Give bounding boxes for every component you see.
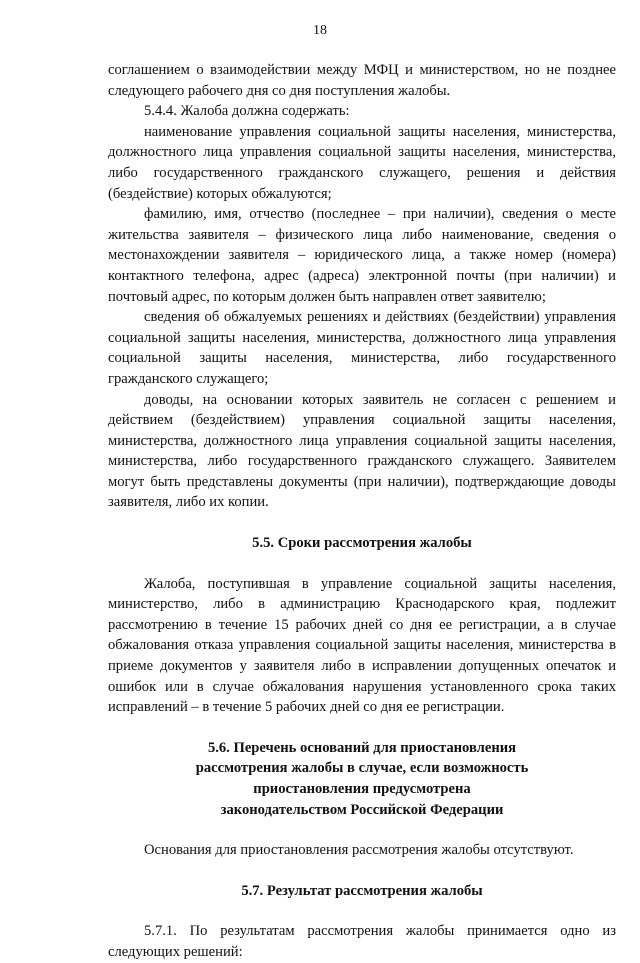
paragraph-complaint-item-3: сведения об обжалуемых решениях и действиях (бездействии) управления социальной защиты населения, министерства, должностного лица управления социальной защиты населения, министерства, либо государственного гражданского служащего; [108,309,616,387]
document-body [108,60,616,963]
heading-5-6-line-1: 5.6. Перечень оснований для приостановления [207,739,517,756]
paragraph-complaint-item-2: фамилию, имя, отчество (последнее – при наличии), сведения о месте жительства заявителя – физического лица либо наименование, сведения о местонахождении заявителя – юридического лица, а также номер (номера) контактного телефона, адрес (адреса) электронной почты (при наличии) и почтовый адрес, по которым должен быть направлен ответ заявителю; [108,206,616,305]
paragraph-5-6-body: Основания для приостановления рассмотрения жалобы отсутствуют. [144,842,574,859]
heading-5-7: 5.7. Результат рассмотрения жалобы [241,882,483,899]
heading-5-6 [108,738,616,820]
paragraph-complaint-item-1: наименование управления социальной защиты населения, министерства, должностного лица управления социальной защиты населения, министерства, либо государственного гражданского служащего, решения и действия (бездействие) которых обжалуются; [108,123,616,202]
paragraph-5-4-4: 5.4.4. Жалоба должна содержать: [144,103,350,120]
heading-5-6-line-4: законодательством Российской Федерации [220,801,504,818]
heading-5-5: 5.5. Сроки рассмотрения жалобы [252,535,472,552]
paragraph-5-7-1: 5.7.1. По результатам рассмотрения жалобы принимается одно из следующих решений: [108,923,616,960]
page-number: 18 [313,23,327,38]
heading-5-6-line-3: приостановления предусмотрена [253,781,471,797]
paragraph-continuation: соглашением о взаимодействии между МФЦ и министерством, но не позднее следующего рабочего дня со дня поступления жалобы. [108,62,616,99]
paragraph-complaint-item-4: доводы, на основании которых заявитель не согласен с решением и действием (бездействием) управления социальной защиты населения, министерства, должностного лица управления социальной защиты населения, министерства, либо государственного гражданского служащего. Заявителем могут быть представлены документы (при наличии), подтверждающие доводы заявителя, либо их копии. [108,391,616,511]
heading-5-6-line-2: рассмотрения жалобы в случае, если возможность [195,760,529,777]
paragraph-5-5-body: Жалоба, поступившая в управление социальной защиты населения, министерство, либо в администрацию Краснодарского края, подлежит рассмотрению в течение 15 рабочих дней со дня ее регистрации, а в случае обжалования отказа управления социальной защиты населения, министерства в приеме документов у заявителя либо в исправлении допущенных опечаток и ошибок или в случае обжалования нарушения установленного срока таких исправлений – в течение 5 рабочих дней со дня ее регистрации. [108,575,616,716]
